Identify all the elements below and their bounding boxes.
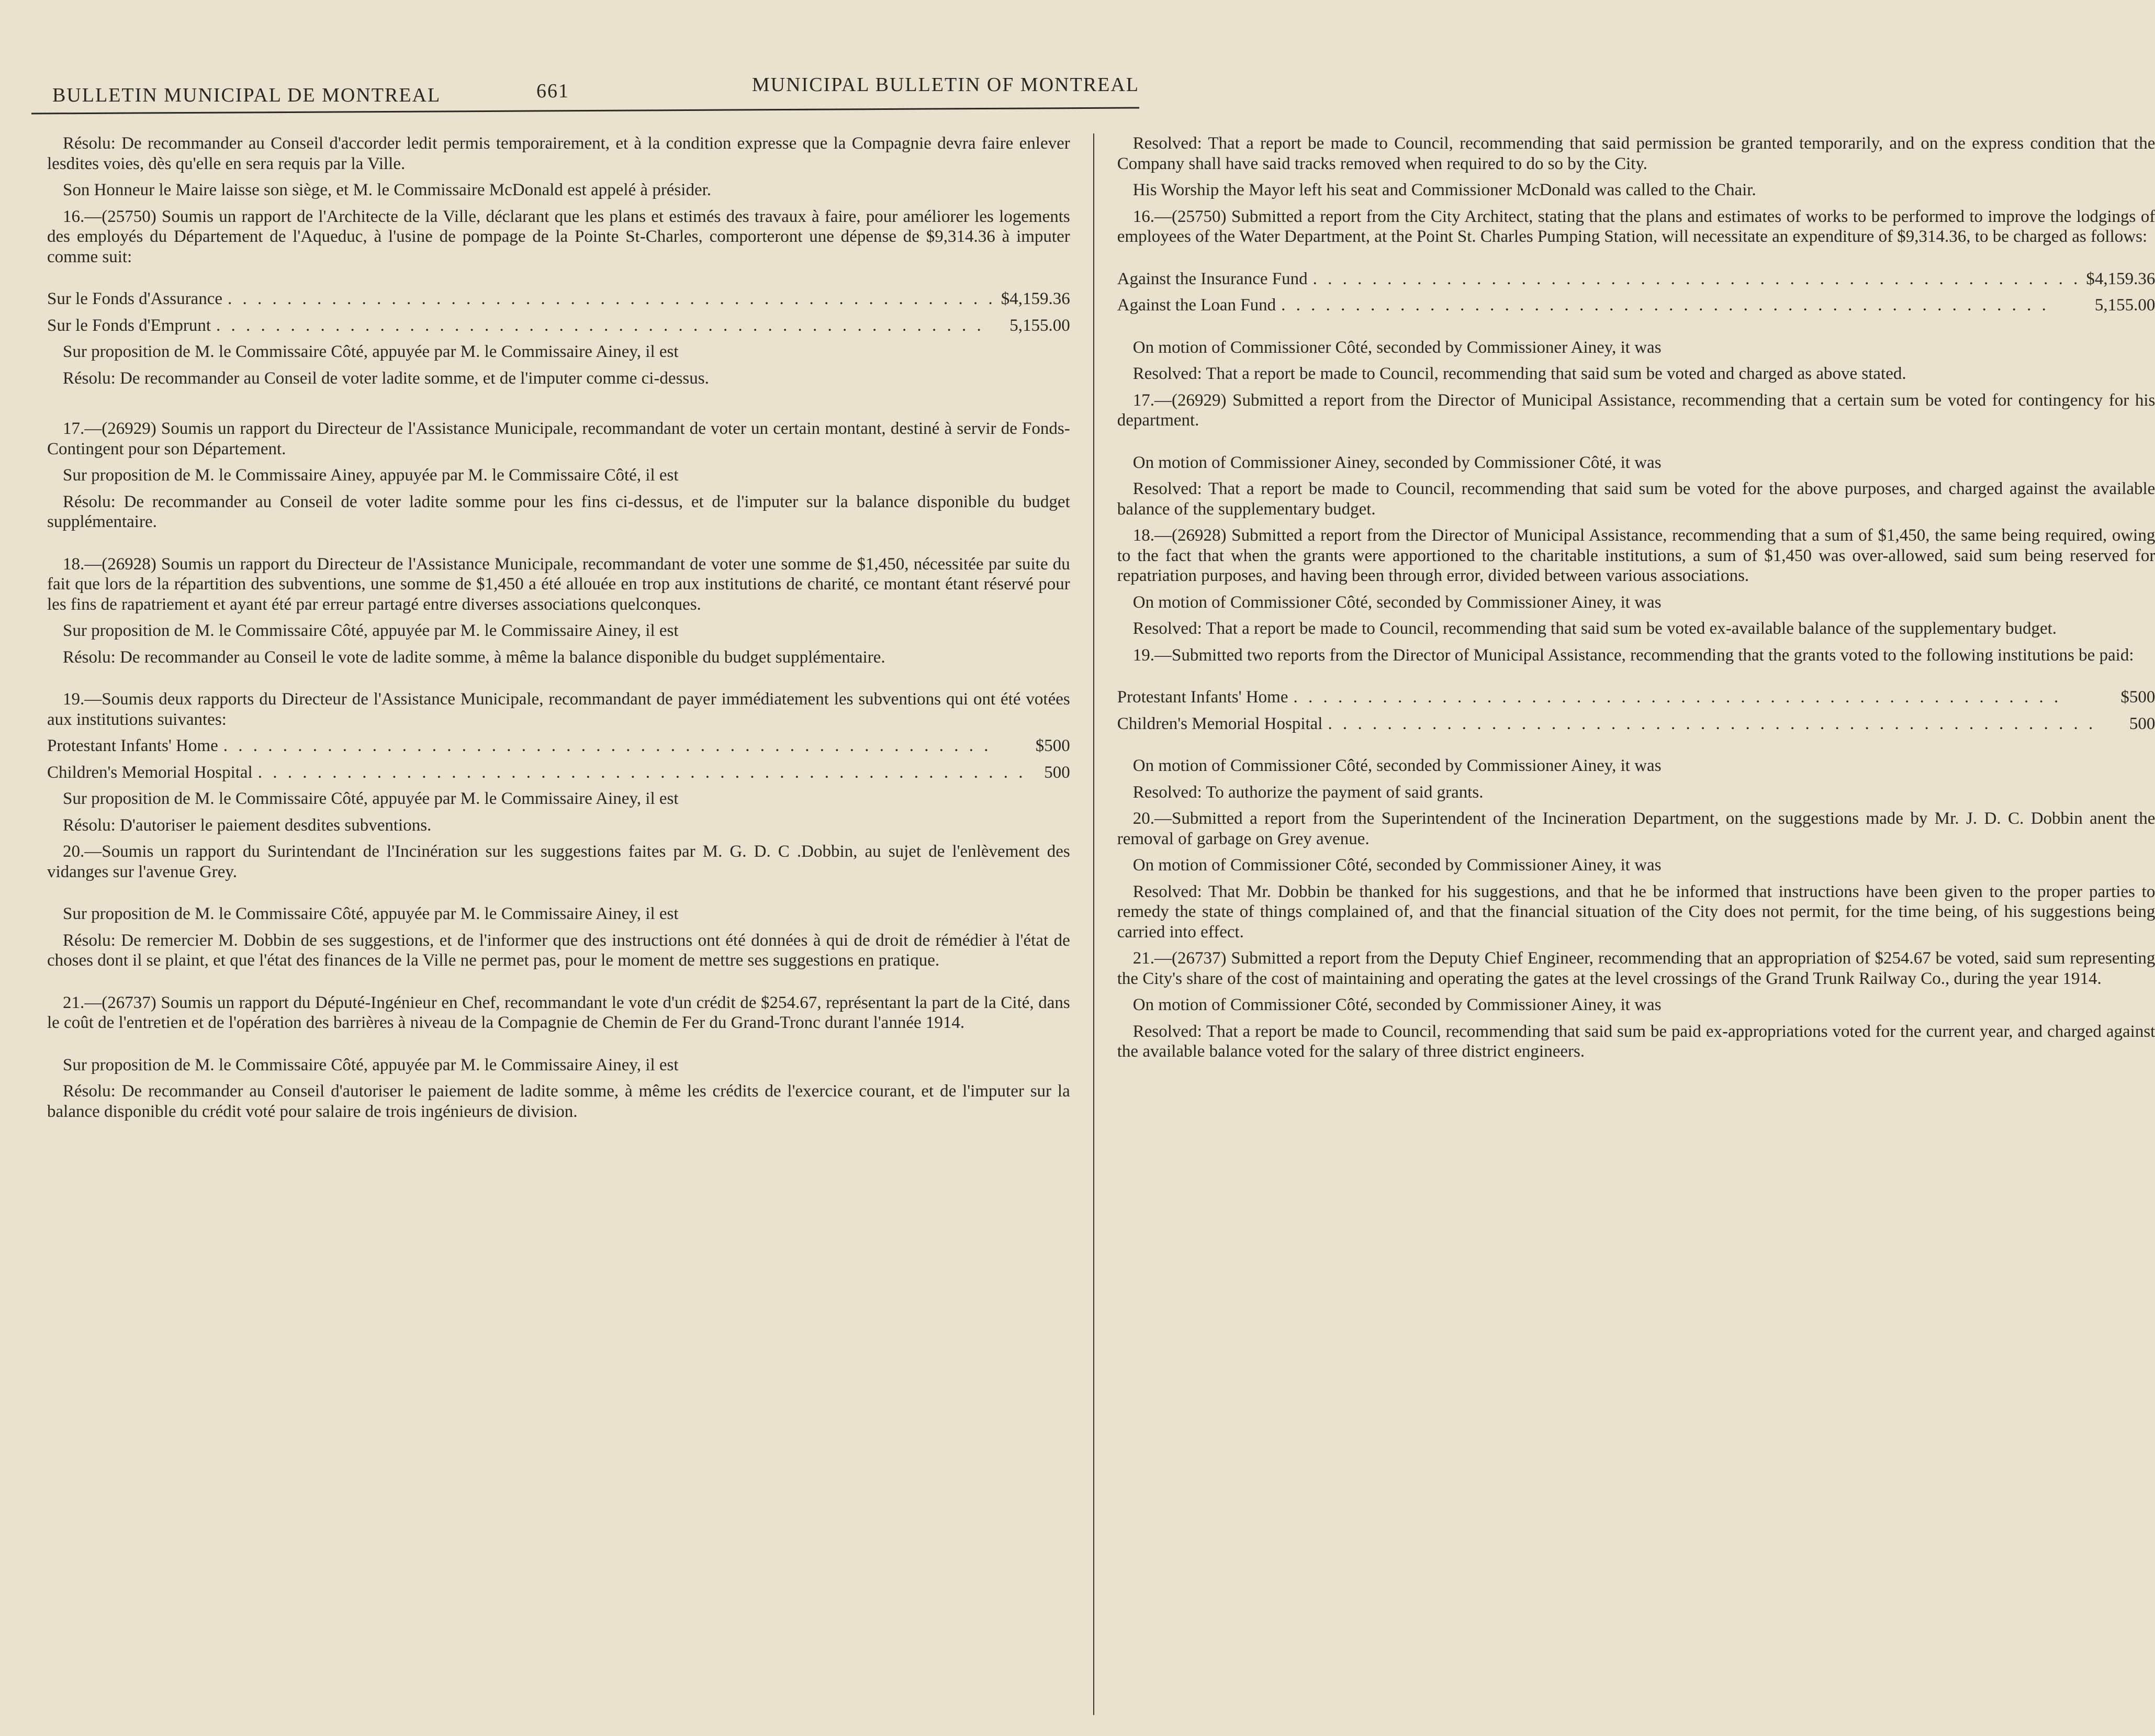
- fr-paragraph: Résolu: De recommander au Conseil de voter ladite somme pour les fins ci-dessus, et de l'imputer sur la balance disponible du budget supplémentaire.: [47, 492, 1070, 531]
- fr-paragraph: Sur proposition de M. le Commissaire Côté, appuyée par M. le Commissaire Ainey, il est: [63, 1055, 679, 1074]
- columns: [47, 133, 2155, 1715]
- fr-paragraph: Résolu: De remercier M. Dobbin de ses suggestions, et de l'informer que des instructions ont été données à qui de droit de rémédier à l'état de choses dont il se plaint, et que l'état des finances de la Ville ne permet pas, pour le moment de mettre ses suggestions en pratique.: [47, 931, 1070, 970]
- en-paragraph: On motion of Commissioner Côté, seconded by Commissioner Ainey, it was: [1132, 592, 1662, 612]
- en-fund-label: Against the Insurance Fund: [1117, 269, 1308, 288]
- fr-fund-amount: $4,159.36: [1001, 289, 1070, 308]
- fr-fund-label: Sur le Fonds d'Emprunt: [47, 316, 211, 335]
- header-right-title: MUNICIPAL BULLETIN OF MONTREAL: [751, 74, 1139, 96]
- en-fund-row: [1117, 269, 2155, 289]
- fr-paragraph: Résolu: De recommander au Conseil d'autoriser le paiement de ladite somme, à même les crédits de l'exercice courant, et de l'imputer sur la balance disponible du crédit voté pour salaire de trois ingénieurs de division.: [47, 1082, 1070, 1121]
- en-fund-row: [1117, 295, 2155, 316]
- en-paragraph: 16.—(25750) Submitted a report from the City Architect, stating that the plans and estimates of works to be performed to improve the lodgings of employees of the Water Department, at the Point St. Charles Pumping Station, will necessitate an expenditure of $9,314.36, to be charged as follows:: [1117, 207, 2155, 246]
- en-institution-row: [1117, 687, 2155, 708]
- fr-institution-amount: 500: [1044, 763, 1070, 782]
- fr-paragraph: 16.—(25750) Soumis un rapport de l'Architecte de la Ville, déclarant que les plans et estimés des travaux à faire, pour améliorer les logements des employés du Département de l'Aqueduc, à l'usine de pompage de la Pointe St-Charles, comporteront une dépense de $9,314.36 à imputer comme suit:: [47, 207, 1070, 266]
- french-column: [47, 133, 1093, 1715]
- en-paragraph: His Worship the Mayor left his seat and Commissioner McDonald was called to the Chair.: [1132, 181, 1756, 199]
- header-left-title: BULLETIN MUNICIPAL DE MONTREAL: [52, 84, 441, 106]
- fr-institution-row: [47, 736, 1070, 756]
- fr-paragraph: Sur proposition de M. le Commissaire Côté, appuyée par M. le Commissaire Ainey, il est: [63, 789, 679, 808]
- en-paragraph: Resolved: That a report be made to Council, recommending that said sum be voted ex-available balance of the supplementary budget.: [1132, 619, 2057, 638]
- en-paragraph: 17.—(26929) Submitted a report from the Director of Municipal Assistance, recommending that a certain sum be voted for contingency for his department.: [1117, 390, 2155, 430]
- fr-fund-label: Sur le Fonds d'Assurance: [47, 289, 222, 308]
- en-fund-amount: $4,159.36: [2086, 269, 2155, 288]
- en-paragraph: On motion of Commissioner Ainey, seconded by Commissioner Côté, it was: [1132, 453, 1662, 472]
- fr-fund-row: [47, 316, 1070, 336]
- en-institution-label: Protestant Infants' Home: [1117, 688, 1288, 707]
- fr-paragraph: Sur proposition de M. le Commissaire Côté, appuyée par M. le Commissaire Ainey, il est: [63, 342, 679, 361]
- fr-paragraph: 19.—Soumis deux rapports du Directeur de l'Assistance Municipale, recommandant de payer immédiatement les subventions qui ont été votées aux institutions suivantes:: [47, 690, 1070, 729]
- fr-paragraph: Résolu: De recommander au Conseil de voter ladite somme, et de l'imputer comme ci-dessus.: [63, 368, 709, 388]
- fr-paragraph: Sur proposition de M. le Commissaire Ainey, appuyée par M. le Commissaire Côté, il est: [63, 466, 679, 485]
- en-paragraph: Resolved: To authorize the payment of said grants.: [1132, 782, 1484, 802]
- en-paragraph: Resolved: That a report be made to Council, recommending that said permission be granted temporarily, and on the express condition that the Company shall have said tracks removed when required to do so by the City.: [1117, 134, 2155, 173]
- english-column: [1093, 133, 2155, 1715]
- fr-paragraph: Résolu: De recommander au Conseil d'accorder ledit permis temporairement, et à la condition expresse que la Compagnie devra faire enlever lesdites voies, dès qu'elle en sera requis par la Ville.: [47, 134, 1070, 173]
- en-fund-label: Against the Loan Fund: [1117, 296, 1276, 315]
- fr-fund-row: [47, 289, 1070, 309]
- fr-paragraph: Sur proposition de M. le Commissaire Côté, appuyée par M. le Commissaire Ainey, il est: [63, 904, 679, 923]
- en-institution-amount: $500: [2120, 688, 2155, 707]
- en-paragraph: 21.—(26737) Submitted a report from the Deputy Chief Engineer, recommending that an appropriation of $254.67 be voted, said sum representing the City's share of the cost of maintaining and operating the gates at the level crossings of the Grand Trunk Railway Co., during the year 1914.: [1117, 949, 2155, 988]
- fr-paragraph: 21.—(26737) Soumis un rapport du Député-Ingénieur en Chef, recommandant le vote d'un crédit de $254.67, représentant la part de la Cité, dans le coût de l'entretien et de l'opération des barrières à niveau de la Compagnie de Chemin de Fer du Grand-Tronc durant l'année 1914.: [47, 993, 1070, 1032]
- en-paragraph: On motion of Commissioner Côté, seconded by Commissioner Ainey, it was: [1132, 856, 1662, 875]
- en-paragraph: Resolved: That a report be made to Council, recommending that said sum be voted and charged as above stated.: [1132, 364, 1906, 383]
- fr-fund-amount: 5,155.00: [1009, 316, 1070, 335]
- fr-paragraph: Résolu: D'autoriser le paiement desdites subventions.: [63, 815, 432, 835]
- en-paragraph: Resolved: That a report be made to Council, recommending that said sum be paid ex-appropriations voted for the current year, and charged against the available balance voted for the salary of three district engineers.: [1117, 1022, 2155, 1061]
- fr-paragraph: Sur proposition de M. le Commissaire Côté, appuyée par M. le Commissaire Ainey, il est: [63, 621, 679, 640]
- page-header: [42, 68, 1139, 110]
- en-paragraph: Resolved: That Mr. Dobbin be thanked for his suggestions, and that he be informed that instructions have been given to the proper parties to remedy the state of things complained of, and that the financial situation of the City does not permit, for the time being, of his suggestions being carried into effect.: [1117, 882, 2155, 942]
- en-paragraph: On motion of Commissioner Côté, seconded by Commissioner Ainey, it was: [1132, 338, 1662, 357]
- en-paragraph: 20.—Submitted a report from the Superintendent of the Incineration Department, on the suggestions made by Mr. J. D. C. Dobbin anent the removal of garbage on Grey avenue.: [1117, 809, 2155, 848]
- fr-paragraph: 17.—(26929) Soumis un rapport du Directeur de l'Assistance Municipale, recommandant de voter un certain montant, destiné à servir de Fonds-Contingent pour son Département.: [47, 419, 1070, 458]
- en-paragraph: On motion of Commissioner Côté, seconded by Commissioner Ainey, it was: [1132, 995, 1662, 1014]
- en-institution-row: [1117, 714, 2155, 734]
- en-paragraph: 18.—(26928) Submitted a report from the Director of Municipal Assistance, recommending that a sum of $1,450, the same being required, owing to the fact that when the grants were apportioned to the charitable institutions, a sum of $1,450 was over-allowed, said sum being reserved for repatriation purposes, and having been through error, divided between various associations.: [1117, 526, 2155, 585]
- en-institution-label: Children's Memorial Hospital: [1117, 714, 1323, 733]
- fr-institution-label: Children's Memorial Hospital: [47, 763, 253, 782]
- page-number: 661: [536, 80, 569, 102]
- fr-institution-label: Protestant Infants' Home: [47, 736, 218, 755]
- en-paragraph: 19.—Submitted two reports from the Director of Municipal Assistance, recommending that the grants voted to the following institutions be paid:: [1132, 645, 2134, 665]
- en-paragraph: On motion of Commissioner Côté, seconded by Commissioner Ainey, it was: [1132, 756, 1662, 775]
- fr-institution-row: [47, 763, 1070, 783]
- fr-paragraph: Résolu: De recommander au Conseil le vote de ladite somme, à même la balance disponible du budget supplémentaire.: [63, 647, 885, 667]
- en-fund-amount: 5,155.00: [2094, 296, 2155, 315]
- en-paragraph: Resolved: That a report be made to Council, recommending that said sum be voted for the above purposes, and charged against the available balance of the supplementary budget.: [1117, 479, 2155, 519]
- fr-paragraph: Son Honneur le Maire laisse son siège, et M. le Commissaire McDonald est appelé à présider.: [63, 181, 712, 199]
- fr-institution-amount: $500: [1035, 736, 1070, 755]
- fr-paragraph: 18.—(26928) Soumis un rapport du Directeur de l'Assistance Municipale, recommandant de voter une somme de $1,450, nécessitée par suite du fait que lors de la répartition des subventions, une somme de $1,450 a été allouée en trop aux institutions de charité, ce montant étant réservé pour les fins de rapatriement et ayant été par erreur partagé entre diverses associations quelconques.: [47, 554, 1070, 614]
- en-institution-amount: 500: [2129, 714, 2155, 733]
- fr-paragraph: 20.—Soumis un rapport du Surintendant de l'Incinération sur les suggestions faites par M. G. D. C .Dobbin, au sujet de l'enlèvement des vidanges sur l'avenue Grey.: [47, 842, 1070, 881]
